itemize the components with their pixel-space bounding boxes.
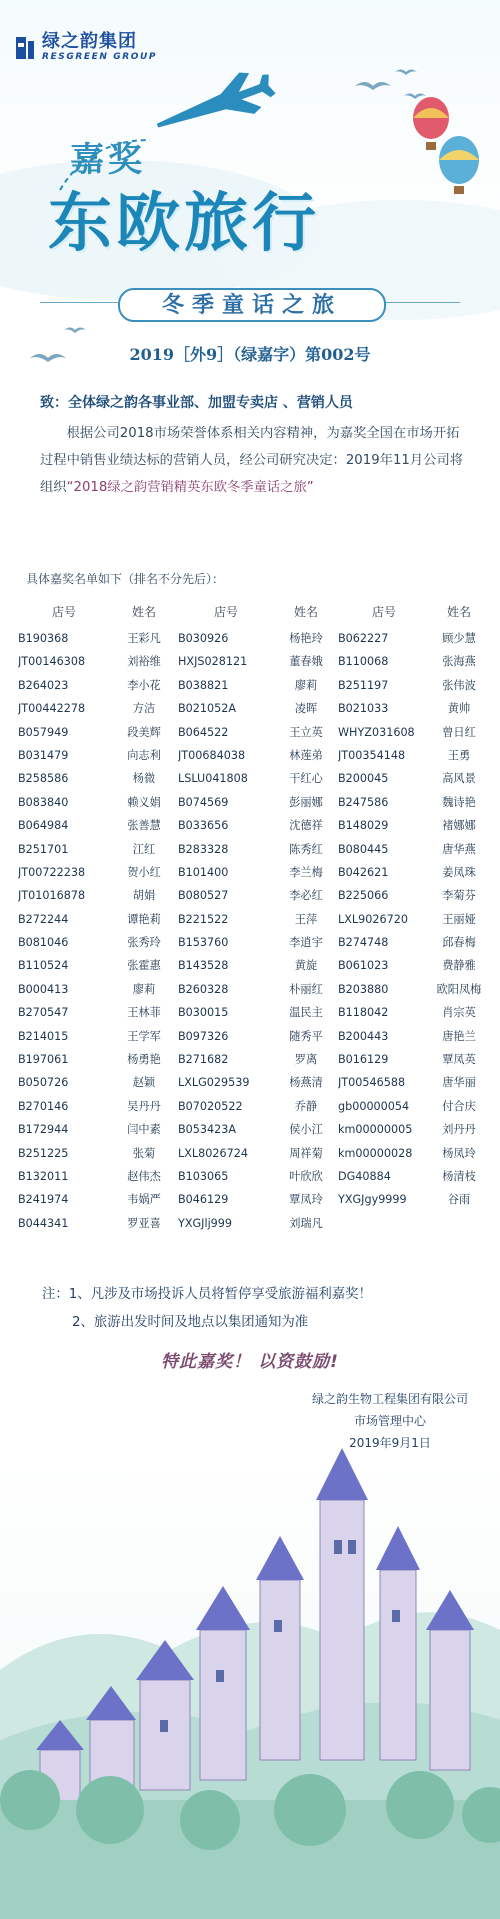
addressee: 致：全体绿之韵各事业部、加盟专卖店 、营销人员 [40, 395, 353, 411]
table-row [18, 650, 488, 673]
hot-air-balloon-icon [413, 97, 449, 150]
store-number-cell: B097326 [178, 1029, 229, 1043]
store-number-cell: B143528 [178, 959, 229, 973]
store-number-cell [338, 1212, 430, 1235]
document-number: 2019［外9］（绿嘉字）第002号 [129, 345, 371, 364]
employee-name-cell: 李小花 [127, 678, 161, 692]
employee-name-cell: 谷雨 [447, 1193, 471, 1207]
store-number-cell: B251701 [18, 842, 69, 856]
store-number-cell: B103065 [178, 1169, 229, 1183]
employee-name-cell: 胡娟 [132, 889, 156, 903]
employee-name-cell: 黄帅 [447, 702, 471, 716]
employee-name-cell: 凌晖 [294, 702, 318, 716]
store-number-cell: B260328 [178, 982, 229, 996]
employee-name-cell: 唐艳兰 [442, 1029, 476, 1043]
store-number-cell: B080527 [178, 889, 229, 903]
table-row [18, 791, 488, 814]
table-row [18, 1025, 488, 1048]
store-number-cell: B225066 [338, 889, 389, 903]
employee-name-cell: 杨燕清 [289, 1076, 323, 1090]
employee-name-cell: 刘瑞凡 [289, 1216, 323, 1230]
store-number-cell: B258586 [18, 772, 69, 786]
store-number-cell: B153760 [178, 936, 229, 950]
table-row [18, 744, 488, 767]
store-number-cell: B200045 [338, 772, 389, 786]
store-number-cell: B274748 [338, 936, 389, 950]
table-row [18, 1142, 488, 1165]
store-number-cell: B031479 [18, 748, 69, 762]
employee-name-cell: 李菊芬 [442, 889, 476, 903]
employee-name-cell: 张霍惠 [127, 959, 161, 973]
store-number-cell: B132011 [18, 1169, 69, 1183]
table-row [18, 721, 488, 744]
store-number-cell: B148029 [338, 819, 389, 833]
employee-name-cell: 沈德祥 [289, 819, 323, 833]
store-number-cell: B016129 [338, 1053, 389, 1067]
employee-name-cell: 江红 [132, 842, 156, 856]
employee-name-cell: 赵伟杰 [127, 1169, 161, 1183]
store-number-cell: JT00684038 [178, 748, 246, 762]
employee-name-cell: 王林菲 [127, 1006, 161, 1020]
divider-left [40, 302, 118, 303]
table-row [18, 697, 488, 720]
store-number-cell: JT00442278 [18, 702, 86, 716]
employee-name-cell: 陈秀红 [289, 842, 323, 856]
store-number-cell: B046129 [178, 1193, 229, 1207]
store-number-cell: B080445 [338, 842, 389, 856]
page-title: 东欧旅行 [48, 186, 320, 261]
employee-name-cell: 顾少慧 [442, 632, 476, 645]
table-row [18, 978, 488, 1001]
store-number-cell: B101400 [178, 865, 229, 879]
employee-name-cell: 黄旋 [294, 959, 318, 973]
store-number-cell: B062227 [338, 632, 389, 645]
store-number-cell: B203880 [338, 982, 389, 996]
employee-name-cell: 张善慧 [127, 819, 161, 833]
store-number-cell: B172944 [18, 1123, 69, 1137]
employee-name-cell: 廖莉 [132, 982, 156, 996]
employee-name-cell: 罗离 [294, 1053, 318, 1067]
store-number-cell: B270547 [18, 1006, 69, 1020]
employee-name-cell: 费静雅 [442, 959, 476, 973]
theme-banner: 冬季童话之旅 [118, 288, 386, 322]
employee-name-cell: 刘裕维 [127, 655, 161, 669]
employee-name-cell: 赖义娟 [127, 795, 161, 809]
employee-name-cell: 王彩凡 [127, 632, 161, 645]
trip-name: “2018绿之韵营销精英东欧冬季童话之旅” [66, 480, 314, 495]
intro-text: 根据公司2018市场荣誉体系相关内容精神，为嘉奖全国在市场开拓过程中销售业绩达标的营销人员，经公司研究决定：2019年11月公司将组织 [40, 426, 464, 495]
store-number-cell: YXGJlj999 [178, 1216, 233, 1230]
table-row [18, 1048, 488, 1071]
table-row [18, 1095, 488, 1118]
employee-name-cell: 赵颖 [132, 1076, 156, 1090]
employee-name-cell: 方洁 [132, 702, 156, 716]
table-row [18, 1165, 488, 1188]
employee-name-cell: 李逍宇 [289, 936, 323, 950]
employee-name-cell: 林莲弟 [289, 748, 323, 762]
employee-name-cell: 肖宗英 [442, 1006, 476, 1020]
table-row [18, 1118, 488, 1141]
employee-name-cell: 温民主 [289, 1006, 323, 1020]
castle-illustration [0, 1440, 500, 1919]
employee-name-cell: 王丽娅 [442, 912, 476, 926]
store-number-cell: B064522 [178, 725, 229, 739]
employee-name-cell: 唐华丽 [442, 1076, 476, 1090]
store-number-cell: B053423A [178, 1123, 237, 1137]
note-1: 注：1、凡涉及市场投诉人员将暂停享受旅游福利嘉奖！ [42, 1287, 372, 1302]
store-number-cell: B081046 [18, 936, 69, 950]
signature-department: 市场管理中心 [353, 1414, 426, 1428]
employee-name-cell: 曾日红 [442, 725, 476, 739]
employee-name-cell: 张海燕 [442, 655, 476, 669]
store-number-cell: JT00146308 [18, 655, 86, 669]
table-row [18, 861, 488, 884]
employee-name-cell: 王立英 [289, 725, 323, 739]
store-number-cell: B251197 [338, 678, 389, 692]
employee-name-cell: 王萍 [294, 912, 318, 926]
store-number-cell: B272244 [18, 912, 69, 926]
store-number-cell: JT00354148 [338, 748, 406, 762]
store-number-cell: B033656 [178, 819, 229, 833]
employee-name-cell: 侯小江 [289, 1123, 323, 1137]
store-number-cell: B200443 [338, 1029, 389, 1043]
table-row [18, 931, 488, 954]
header-store-no: 店号 [371, 605, 396, 619]
employee-name-cell: 向志利 [127, 748, 161, 762]
store-number-cell: B000413 [18, 982, 69, 996]
store-number-cell: gb00000054 [338, 1099, 410, 1113]
store-number-cell: LXLG029539 [178, 1076, 250, 1090]
header-name: 姓名 [446, 605, 471, 619]
store-number-cell: B030015 [178, 1006, 229, 1020]
employee-name-cell: 杨勇艳 [127, 1053, 161, 1067]
store-number-cell: YXGJgy9999 [338, 1193, 407, 1207]
table-header [18, 603, 488, 627]
employee-name-cell: 叶欣欣 [289, 1169, 323, 1183]
store-number-cell: B050726 [18, 1076, 69, 1090]
employee-name-cell: 李兰梅 [289, 865, 323, 879]
store-number-cell: JT01016878 [18, 889, 86, 903]
employee-name-cell: 杨凤玲 [442, 1146, 476, 1160]
store-number-cell: B241974 [18, 1193, 69, 1207]
employee-name-cell: 覃凤英 [442, 1053, 476, 1067]
table-body [18, 627, 488, 1235]
store-number-cell: HXJS028121 [178, 655, 248, 669]
store-number-cell: B057949 [18, 725, 69, 739]
table-row [18, 1071, 488, 1094]
table-row [18, 1212, 488, 1235]
employee-name-cell: 褚娜娜 [442, 819, 476, 833]
employee-name-cell: 欧阳凤梅 [436, 982, 482, 996]
employee-name-cell: 魏诗艳 [442, 795, 476, 809]
store-number-cell: B07020522 [178, 1099, 243, 1113]
store-number-cell: B061023 [338, 959, 389, 973]
employee-name-cell: 刘丹丹 [442, 1123, 476, 1137]
logo-english-name: RESGREEN GROUP [42, 52, 158, 62]
employee-name-cell: 闫中素 [127, 1123, 161, 1137]
table-row [18, 884, 488, 907]
notes [42, 1281, 482, 1337]
intro-paragraph [40, 420, 470, 501]
employee-name-cell: 李必红 [289, 889, 323, 903]
store-number-cell: B251225 [18, 1146, 69, 1160]
store-number-cell: LXL9026720 [338, 912, 408, 926]
hot-air-balloon-icon-2 [439, 136, 479, 194]
employee-name-cell: 罗亚喜 [127, 1216, 161, 1230]
store-number-cell: B270146 [18, 1099, 69, 1113]
signature-company: 绿之韵生物工程集团有限公司 [311, 1392, 468, 1406]
award-table [18, 603, 488, 1235]
employee-name-cell: 彭丽娜 [289, 795, 323, 809]
store-number-cell: B264023 [18, 678, 69, 692]
divider-right [382, 302, 460, 303]
page-subtitle: 嘉奖 [70, 140, 146, 180]
employee-name-cell: 段美辉 [127, 725, 161, 739]
employee-name-cell: 朴丽红 [289, 982, 323, 996]
logo-chinese-name: 绿之韵集团 [42, 31, 137, 52]
company-logo [14, 32, 157, 63]
employee-name-cell: 王勇 [447, 748, 471, 762]
store-number-cell: km00000005 [338, 1123, 413, 1137]
employee-name-cell: 贺小红 [127, 865, 161, 879]
employee-name-cell: 韦娲严 [127, 1193, 161, 1207]
employee-name-cell: 王学军 [127, 1029, 161, 1043]
employee-name-cell: 覃凤玲 [289, 1193, 323, 1207]
store-number-cell: km00000028 [338, 1146, 413, 1160]
employee-name-cell: 乔静 [294, 1099, 318, 1113]
employee-name-cell: 随秀平 [289, 1029, 323, 1043]
store-number-cell: LSLU041808 [178, 772, 248, 786]
header-name: 姓名 [293, 605, 318, 619]
employee-name-cell: 周祥菊 [289, 1146, 323, 1160]
store-number-cell: B221522 [178, 912, 229, 926]
employee-name-cell: 杨艳玲 [289, 632, 323, 645]
employee-name-cell: 张伟波 [442, 678, 476, 692]
store-number-cell: B214015 [18, 1029, 69, 1043]
store-number-cell: B074569 [178, 795, 229, 809]
praise-line: 特此嘉奖！ 以资鼓励! [161, 1352, 339, 1372]
store-number-cell: B083840 [18, 795, 69, 809]
store-number-cell: B064984 [18, 819, 69, 833]
table-row [18, 814, 488, 837]
list-intro: 具体嘉奖名单如下（排名不分先后）： [26, 572, 225, 586]
signature-date: 2019年9月1日 [349, 1436, 431, 1450]
employee-name-cell: 吴丹丹 [127, 1099, 161, 1113]
store-number-cell: DG40884 [338, 1169, 391, 1183]
header-name: 姓名 [131, 605, 156, 619]
employee-name-cell: 谭艳莉 [127, 912, 161, 926]
store-number-cell: B038821 [178, 678, 229, 692]
note-2: 2、旅游出发时间及地点以集团通知为准 [72, 1315, 309, 1330]
employee-name-cell: 高风景 [442, 772, 476, 786]
store-number-cell: LXL8026724 [178, 1146, 248, 1160]
table-row [18, 1001, 488, 1024]
store-number-cell: B021052A [178, 702, 237, 716]
store-number-cell: B271682 [178, 1053, 229, 1067]
store-number-cell: B110524 [18, 959, 69, 973]
employee-name-cell: 杨清枝 [442, 1169, 476, 1183]
store-number-cell: B190368 [18, 632, 69, 645]
employee-name-cell: 邱春梅 [442, 936, 476, 950]
header-store-no: 店号 [51, 605, 76, 619]
store-number-cell: B042621 [338, 865, 389, 879]
employee-name-cell: 张菊 [132, 1146, 156, 1160]
table-row [18, 767, 488, 790]
employee-name-cell: 廖莉 [294, 678, 318, 692]
table-row [18, 1188, 488, 1211]
table-row [18, 627, 488, 650]
employee-name-cell: 杨微 [132, 772, 156, 786]
store-number-cell: B283328 [178, 842, 229, 856]
table-row [18, 838, 488, 861]
store-number-cell: B118042 [338, 1006, 389, 1020]
employee-name-cell: 姜凤珠 [442, 865, 476, 879]
airplane-icon [150, 63, 280, 146]
store-number-cell: B030926 [178, 632, 229, 645]
store-number-cell: JT00722238 [18, 865, 86, 879]
employee-name-cell: 张秀玲 [127, 936, 161, 950]
table-row [18, 908, 488, 931]
header-store-no: 店号 [213, 605, 238, 619]
store-number-cell: JT00546588 [338, 1076, 406, 1090]
employee-name-cell: 董春娥 [289, 655, 323, 669]
store-number-cell: B021033 [338, 702, 389, 716]
employee-name-cell: 付合庆 [442, 1099, 476, 1113]
store-number-cell: B110068 [338, 655, 389, 669]
store-number-cell: B247586 [338, 795, 389, 809]
employee-name-cell: 唐华燕 [442, 842, 476, 856]
store-number-cell: B197061 [18, 1053, 69, 1067]
store-number-cell: WHYZ031608 [338, 725, 415, 739]
logo-icon [14, 35, 36, 61]
store-number-cell: B044341 [18, 1216, 69, 1230]
table-row [18, 954, 488, 977]
employee-name-cell [430, 1212, 488, 1235]
table-row [18, 674, 488, 697]
employee-name-cell: 干红心 [289, 772, 323, 786]
